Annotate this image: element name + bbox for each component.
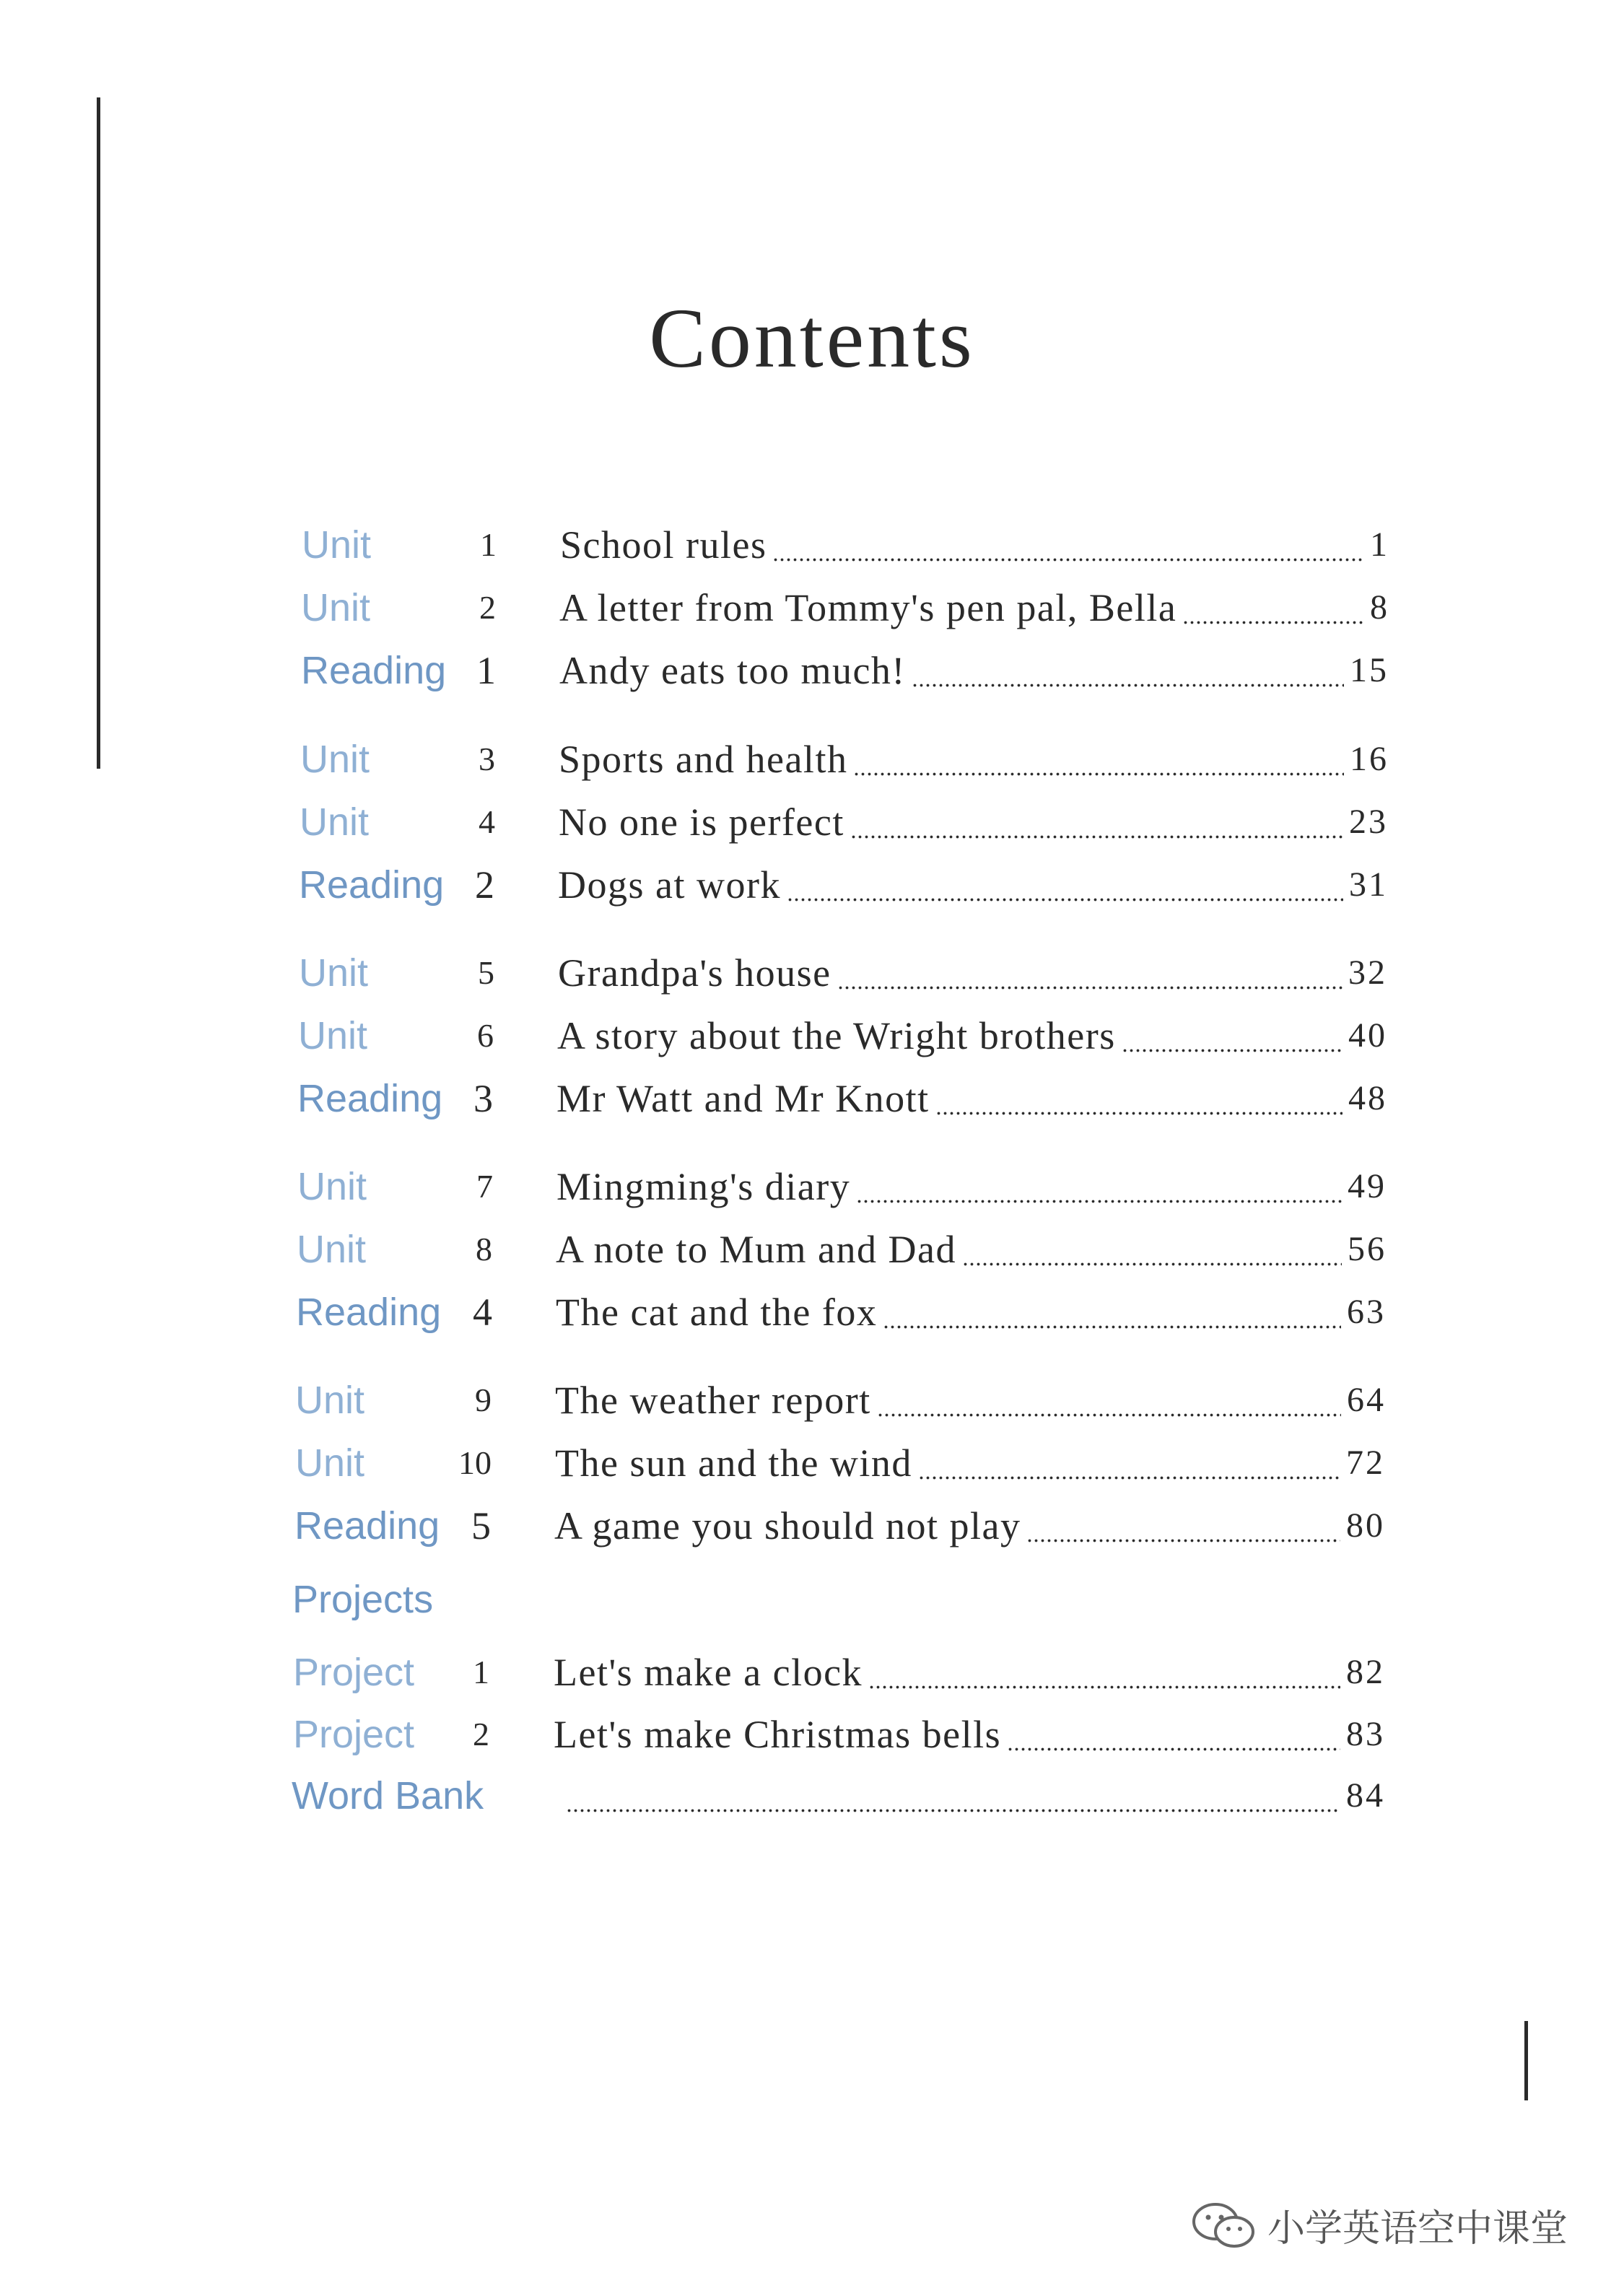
entry-label: Unit xyxy=(298,1014,368,1057)
toc-entry xyxy=(0,1371,1624,1429)
dot-leader xyxy=(935,1070,1343,1127)
toc-entry xyxy=(0,856,1624,914)
entry-label: Unit xyxy=(299,951,369,995)
entry-page-number: 8 xyxy=(1370,588,1389,627)
entry-label: Unit xyxy=(295,1441,365,1485)
toc-entry xyxy=(0,1497,1624,1555)
dot-leader xyxy=(1007,1706,1340,1763)
dot-leader xyxy=(1026,1497,1340,1555)
entry-number: 5 xyxy=(478,954,494,991)
entry-title: Mr Watt and Mr Knott xyxy=(556,1077,930,1120)
entry-label: Project xyxy=(293,1651,415,1694)
toc-entry xyxy=(0,1644,1624,1701)
watermark xyxy=(1188,2198,1568,2252)
entry-page-number: 1 xyxy=(1370,525,1389,564)
dot-leader xyxy=(912,642,1344,699)
entry-line xyxy=(555,1434,1385,1492)
entry-title: The weather report xyxy=(555,1379,871,1422)
entry-page-number: 23 xyxy=(1349,803,1388,841)
entry-label: Reading xyxy=(294,1504,440,1548)
entry-label: Reading xyxy=(297,1077,443,1120)
entry-number: 2 xyxy=(475,863,494,907)
toc-entry xyxy=(0,579,1624,637)
entry-label: Word Bank xyxy=(292,1774,484,1817)
toc-entry xyxy=(0,1158,1624,1215)
entry-line xyxy=(559,642,1389,699)
entry-number: 2 xyxy=(473,1716,489,1752)
dot-leader xyxy=(566,1767,1340,1825)
wechat-icon xyxy=(1188,2200,1260,2251)
entry-page-number: 80 xyxy=(1346,1506,1385,1545)
entry-line xyxy=(560,1767,1385,1825)
entry-line xyxy=(555,1371,1386,1429)
entry-number: 1 xyxy=(473,1654,489,1690)
entry-number: 4 xyxy=(473,1291,492,1334)
entry-line xyxy=(556,1283,1386,1341)
entry-title: School rules xyxy=(560,523,767,567)
toc-entry xyxy=(0,1007,1624,1065)
entry-number: 3 xyxy=(473,1077,493,1120)
entry-line xyxy=(559,579,1389,637)
entry-label: Project xyxy=(293,1713,415,1756)
entry-title: A game you should not play xyxy=(554,1504,1021,1548)
entry-line xyxy=(556,1158,1387,1215)
entry-number: 1 xyxy=(476,649,496,692)
entry-number: 4 xyxy=(479,803,495,840)
entry-line xyxy=(554,1706,1385,1763)
dot-leader xyxy=(877,1371,1341,1429)
entry-number: 5 xyxy=(471,1504,491,1548)
entry-title: Grandpa's house xyxy=(558,951,831,995)
dot-leader xyxy=(962,1221,1342,1278)
dot-leader xyxy=(837,944,1343,1002)
entry-number: 3 xyxy=(479,741,495,777)
entry-line xyxy=(560,516,1389,574)
entry-label: Unit xyxy=(300,800,370,844)
entry-number: 6 xyxy=(477,1017,494,1054)
dot-leader xyxy=(850,793,1343,851)
entry-label: Unit xyxy=(297,1228,367,1271)
toc-entry xyxy=(0,730,1624,788)
toc-entry xyxy=(0,1221,1624,1278)
entry-line xyxy=(556,1070,1387,1127)
entry-label: Unit xyxy=(301,586,371,629)
entry-line xyxy=(556,1221,1387,1278)
dot-leader xyxy=(787,856,1343,914)
entry-page-number: 83 xyxy=(1346,1715,1385,1753)
entry-title: A story about the Wright brothers xyxy=(557,1014,1116,1057)
entry-page-number: 31 xyxy=(1349,865,1388,904)
entry-title: Dogs at work xyxy=(558,863,781,907)
entry-line xyxy=(558,944,1387,1002)
entry-page-number: 32 xyxy=(1348,953,1387,992)
toc-entry xyxy=(0,1283,1624,1341)
toc-entry xyxy=(0,516,1624,574)
entry-number: 7 xyxy=(476,1168,493,1205)
entry-page-number: 40 xyxy=(1348,1016,1387,1055)
dot-leader xyxy=(772,516,1364,574)
entry-page-number: 15 xyxy=(1350,651,1389,689)
entry-line xyxy=(559,730,1389,788)
entry-label: Unit xyxy=(302,523,372,567)
entry-number: 9 xyxy=(475,1381,492,1418)
entry-title: The cat and the fox xyxy=(556,1291,878,1334)
entry-page-number: 56 xyxy=(1348,1230,1387,1268)
entry-page-number: 72 xyxy=(1346,1444,1385,1482)
toc-entry xyxy=(0,793,1624,851)
entry-label: Unit xyxy=(300,738,370,781)
entry-number: 1 xyxy=(480,526,497,563)
toc-entry xyxy=(0,1434,1624,1492)
dot-leader xyxy=(856,1158,1342,1215)
dot-leader xyxy=(1182,579,1364,637)
entry-title: Sports and health xyxy=(559,738,848,781)
entry-line xyxy=(558,856,1388,914)
page-title: Contents xyxy=(649,291,975,385)
toc-entry xyxy=(0,1706,1624,1763)
entry-page-number: 64 xyxy=(1347,1381,1386,1419)
entry-page-number: 63 xyxy=(1347,1293,1386,1331)
toc-entry xyxy=(0,1767,1624,1825)
entry-number: 8 xyxy=(476,1231,492,1267)
entry-line xyxy=(554,1497,1385,1555)
entry-label: Reading xyxy=(299,863,445,907)
entry-label: Reading xyxy=(301,649,447,692)
entry-label: Reading xyxy=(296,1291,442,1334)
entry-title: The sun and the wind xyxy=(555,1441,912,1485)
entry-page-number: 82 xyxy=(1346,1653,1385,1691)
entry-line xyxy=(554,1644,1385,1701)
entry-label: Unit xyxy=(297,1165,367,1208)
toc-entry xyxy=(0,944,1624,1002)
entry-line xyxy=(557,1007,1387,1065)
entry-number: 10 xyxy=(458,1444,492,1481)
dot-leader xyxy=(853,730,1344,788)
entry-title: Andy eats too much! xyxy=(559,649,906,692)
watermark-text: 小学英语空中课堂 xyxy=(1267,2207,1568,2251)
toc-entry xyxy=(0,642,1624,699)
entry-page-number: 48 xyxy=(1348,1079,1387,1117)
scan-edge-line xyxy=(1524,2021,1528,2100)
projects-heading: Projects xyxy=(292,1578,434,1621)
dot-leader xyxy=(883,1283,1341,1341)
dot-leader xyxy=(868,1644,1340,1701)
entry-title: Let's make Christmas bells xyxy=(554,1713,1002,1756)
dot-leader xyxy=(918,1434,1340,1492)
entry-number: 2 xyxy=(479,589,496,626)
entry-title: Let's make a clock xyxy=(554,1651,863,1694)
entry-title: No one is perfect xyxy=(559,800,844,844)
entry-line xyxy=(559,793,1388,851)
entry-label: Unit xyxy=(295,1379,365,1422)
dot-leader xyxy=(1122,1007,1343,1065)
entry-title: A note to Mum and Dad xyxy=(556,1228,956,1271)
entry-title: A letter from Tommy's pen pal, Bella xyxy=(559,586,1177,629)
toc-entry xyxy=(0,1070,1624,1127)
entry-page-number: 49 xyxy=(1348,1167,1387,1205)
entry-title: Mingming's diary xyxy=(556,1165,851,1208)
entry-page-number: 84 xyxy=(1346,1776,1385,1815)
entry-page-number: 16 xyxy=(1350,740,1389,778)
